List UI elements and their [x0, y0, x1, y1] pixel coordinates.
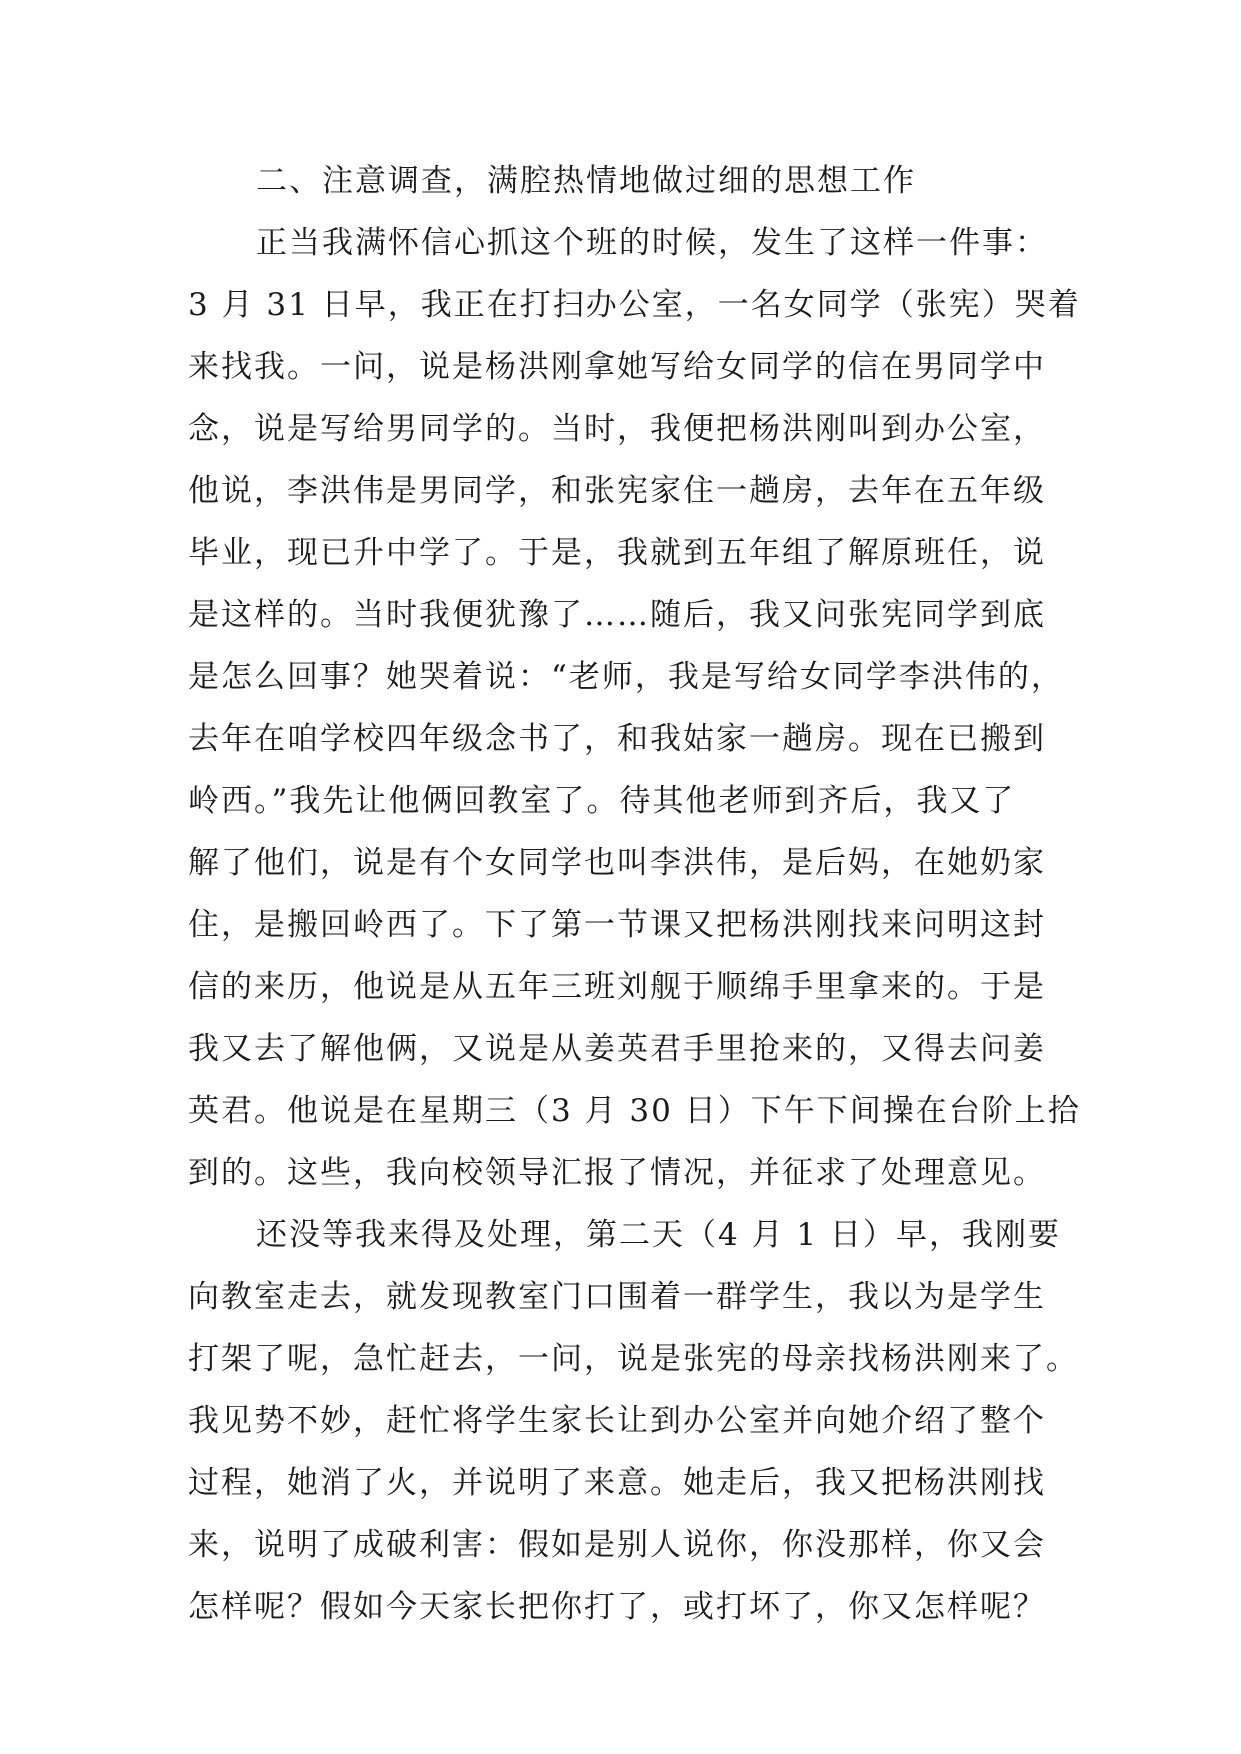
paragraph-line: 向教室走去，就发现教室门口围着一群学生，我以为是学生 [188, 1279, 1046, 1315]
paragraph-line: 怎样呢？假如今天家长把你打了，或打坏了，你又怎样呢？ [188, 1589, 1046, 1625]
paragraph-line: 打架了呢，急忙赶去，一问，说是张宪的母亲找杨洪刚来了。 [188, 1341, 1079, 1377]
paragraph-line: 正当我满怀信心抓这个班的时候，发生了这样一件事： [256, 225, 1048, 261]
paragraph-line: 到的。这些，我向校领导汇报了情况，并征求了处理意见。 [188, 1155, 1046, 1191]
paragraph-line: 他说，李洪伟是男同学，和张宪家住一趟房，去年在五年级 [188, 473, 1046, 509]
paragraph-line: 来，说明了成破利害：假如是别人说你，你没那样，你又会 [188, 1527, 1046, 1563]
paragraph-line: 3 月 31 日早，我正在打扫办公室，一名女同学（张宪）哭着 [188, 287, 1081, 323]
paragraph-line: 岭西。”我先让他俩回教室了。待其他老师到齐后，我又了 [188, 783, 1016, 819]
paragraph-line: 我见势不妙，赶忙将学生家长让到办公室并向她介绍了整个 [188, 1403, 1046, 1439]
paragraph-line: 来找我。一问，说是杨洪刚拿她写给女同学的信在男同学中 [188, 349, 1046, 385]
paragraph-line: 英君。他说是在星期三（3 月 30 日）下午下间操在台阶上拾 [188, 1093, 1081, 1129]
paragraph-line: 住，是搬回岭西了。下了第一节课又把杨洪刚找来问明这封 [188, 907, 1046, 943]
paragraph-line: 是这样的。当时我便犹豫了……随后，我又问张宪同学到底 [188, 597, 1046, 633]
paragraph-line: 我又去了解他俩，又说是从姜英君手里抢来的，又得去问姜 [188, 1031, 1046, 1067]
paragraph-line: 去年在咱学校四年级念书了，和我姑家一趟房。现在已搬到 [188, 721, 1046, 757]
paragraph-line: 过程，她消了火，并说明了来意。她走后，我又把杨洪刚找 [188, 1465, 1046, 1501]
paragraph-line: 毕业，现已升中学了。于是，我就到五年组了解原班任，说 [188, 535, 1046, 571]
paragraph-line: 还没等我来得及处理，第二天（4 月 1 日）早，我刚要 [256, 1217, 1062, 1253]
paragraph-line: 解了他们，说是有个女同学也叫李洪伟，是后妈，在她奶家 [188, 845, 1046, 881]
paragraph-line: 信的来历，他说是从五年三班刘舰于顺绵手里拿来的。于是 [188, 969, 1046, 1005]
paragraph-line: 是怎么回事？她哭着说：“老师，我是写给女同学李洪伟的， [188, 659, 1064, 695]
paragraph-line: 念，说是写给男同学的。当时，我便把杨洪刚叫到办公室， [188, 411, 1046, 447]
section-heading: 二、注意调查，满腔热情地做过细的思想工作 [256, 163, 916, 199]
